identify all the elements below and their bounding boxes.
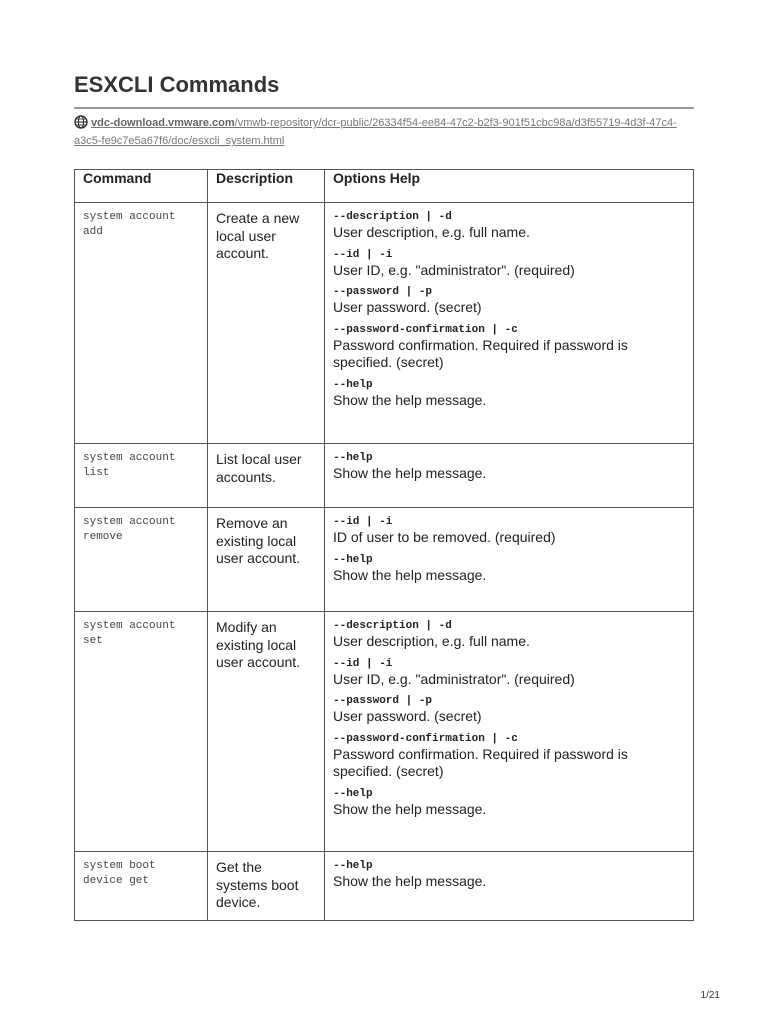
option-item	[333, 619, 685, 651]
source-host: vdc-download.vmware.com	[91, 117, 235, 129]
option-flag: --help	[333, 378, 373, 391]
options-cell	[325, 203, 694, 444]
option-item	[333, 323, 685, 372]
option-item	[333, 378, 685, 410]
option-description: Password confirmation. Required if password is specified. (secret)	[333, 336, 628, 370]
option-item	[333, 515, 685, 547]
option-flag: --id | -i	[333, 516, 393, 528]
option-description: Show the help message.	[333, 391, 487, 408]
option-flag: --password-confirmation | -c	[333, 323, 518, 336]
table-row	[75, 508, 694, 612]
option-item	[333, 210, 685, 242]
table-row	[75, 612, 694, 852]
source-path: /vmwb-repository/dcr-public/26334f54-ee84-47c2-b2f3-901f51cbc98a/d3f55719-4d3f-47c4-a3c5-fe9c7e5a67f6/doc/esxcli_system.html	[74, 117, 677, 147]
option-flag: --password | -p	[333, 695, 433, 707]
option-flag: --help	[333, 553, 373, 566]
options-cell	[325, 612, 694, 852]
header-options-help: Options Help	[325, 170, 694, 203]
source-line	[74, 115, 694, 149]
options-cell	[325, 444, 694, 508]
table-row	[75, 444, 694, 508]
option-item	[333, 248, 685, 280]
option-item	[333, 451, 685, 483]
description-cell: Create a new local user account.	[208, 203, 325, 444]
description-cell: List local user accounts.	[208, 444, 325, 508]
description-cell: Modify an existing local user account.	[208, 612, 325, 852]
option-item	[333, 787, 685, 819]
table-row	[75, 203, 694, 444]
option-description: User description, e.g. full name.	[333, 633, 530, 649]
option-flag: --description | -d	[333, 620, 452, 632]
page-number: 1/21	[700, 990, 720, 1001]
option-description: User password. (secret)	[333, 708, 482, 724]
option-item	[333, 285, 685, 317]
description-cell: Remove an existing local user account.	[208, 508, 325, 612]
command-cell: system account remove	[75, 508, 208, 612]
command-cell: system account add	[75, 203, 208, 444]
option-item	[333, 859, 685, 891]
option-flag: --id | -i	[333, 657, 393, 670]
option-description: Show the help message.	[333, 465, 487, 481]
option-item	[333, 694, 685, 726]
option-description: User ID, e.g. "administrator". (required)	[333, 670, 575, 687]
option-flag: --password-confirmation | -c	[333, 732, 518, 745]
option-description: Show the help message.	[333, 800, 487, 817]
header-description: Description	[208, 170, 325, 203]
description-cell: Get the systems boot device.	[208, 852, 325, 921]
table-header-row	[75, 170, 694, 203]
option-flag: --help	[333, 452, 373, 464]
title-divider	[74, 107, 694, 109]
option-item	[333, 732, 685, 781]
option-description: User description, e.g. full name.	[333, 224, 530, 240]
option-flag: --description | -d	[333, 211, 452, 223]
globe-icon	[74, 115, 88, 134]
option-flag: --help	[333, 860, 373, 872]
option-description: Show the help message.	[333, 873, 487, 889]
command-cell: system boot device get	[75, 852, 208, 921]
option-description: Password confirmation. Required if password is specified. (secret)	[333, 745, 628, 779]
table-row	[75, 852, 694, 921]
commands-table	[74, 169, 694, 921]
option-flag: --help	[333, 787, 373, 800]
command-cell: system account set	[75, 612, 208, 852]
page-title: ESXCLI Commands	[74, 72, 280, 97]
source-link[interactable]	[74, 117, 677, 147]
header-command: Command	[75, 170, 208, 203]
option-description: ID of user to be removed. (required)	[333, 529, 556, 545]
option-item	[333, 553, 685, 585]
command-cell: system account list	[75, 444, 208, 508]
option-description: Show the help message.	[333, 566, 487, 583]
options-cell	[325, 852, 694, 921]
options-cell	[325, 508, 694, 612]
option-description: User password. (secret)	[333, 299, 482, 315]
option-description: User ID, e.g. "administrator". (required)	[333, 261, 575, 278]
option-item	[333, 657, 685, 689]
option-flag: --id | -i	[333, 248, 393, 261]
table-body	[75, 203, 694, 921]
option-flag: --password | -p	[333, 286, 433, 298]
